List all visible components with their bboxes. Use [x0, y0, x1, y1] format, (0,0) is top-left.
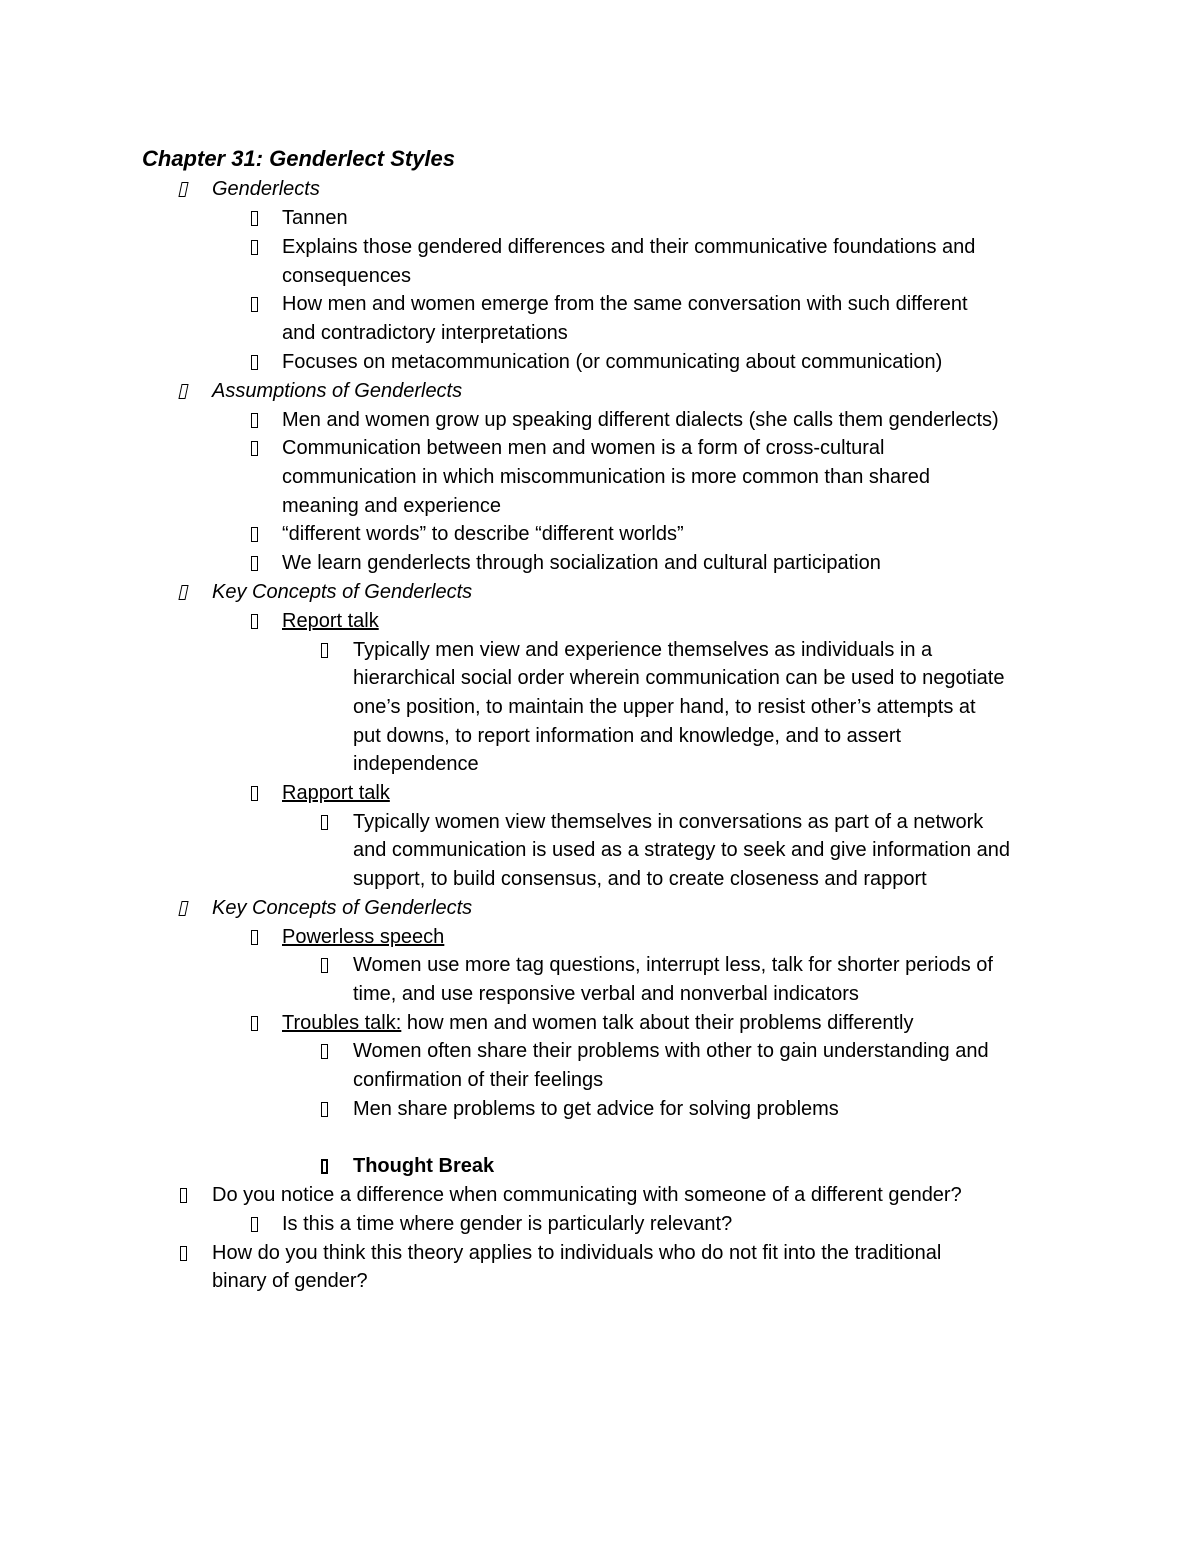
thought-break-heading: Thought Break — [353, 1155, 495, 1177]
bullet-icon — [247, 549, 261, 578]
bullet-icon — [176, 894, 190, 923]
section-heading-genderlects: Genderlects — [212, 178, 320, 200]
list-item-continuation: and contradictory interpretations — [282, 322, 568, 344]
list-item — [282, 1009, 913, 1038]
bullet-icon — [176, 175, 190, 204]
bullet-icon — [247, 406, 261, 435]
list-item: Tannen — [282, 207, 348, 229]
list-item-continuation: confirmation of their feelings — [353, 1069, 604, 1091]
list-item-continuation: independence — [353, 753, 479, 775]
question-item: How do you think this theory applies to individuals who do not fit into the traditional — [212, 1242, 942, 1264]
section-heading-key-concepts: Key Concepts of Genderlects — [212, 897, 473, 919]
page-title: Chapter 31: Genderlect Styles — [142, 146, 456, 171]
bullet-icon — [247, 204, 261, 233]
list-item-continuation: communication in which miscommunication is more common than shared — [282, 466, 931, 488]
term-troubles-talk: Troubles talk: — [282, 1012, 402, 1034]
bullet-icon — [317, 1095, 331, 1124]
term-rapport-talk: Rapport talk — [282, 782, 390, 804]
list-item: How men and women emerge from the same conversation with such different — [282, 293, 968, 315]
list-item: Typically men view and experience themselves as individuals in a — [353, 639, 933, 661]
bullet-icon — [247, 290, 261, 319]
bullet-icon — [247, 1009, 261, 1038]
list-item: Typically women view themselves in conversations as part of a network — [353, 811, 984, 833]
list-item: We learn genderlects through socialization and cultural participation — [282, 552, 881, 574]
list-item-continuation: support, to build consensus, and to create closeness and rapport — [353, 868, 927, 890]
bullet-icon — [176, 578, 190, 607]
question-item-continuation: binary of gender? — [212, 1270, 368, 1292]
list-item: Communication between men and women is a form of cross-cultural — [282, 437, 885, 459]
section-heading-assumptions: Assumptions of Genderlects — [212, 380, 463, 402]
term-report-talk: Report talk — [282, 610, 379, 632]
bullet-icon — [176, 1239, 190, 1268]
list-item: Women often share their problems with other to gain understanding and — [353, 1040, 989, 1062]
section-heading-key-concepts: Key Concepts of Genderlects — [212, 581, 473, 603]
list-item-continuation: meaning and experience — [282, 495, 502, 517]
list-item: Men and women grow up speaking different dialects (she calls them genderlects) — [282, 409, 999, 431]
bullet-icon — [247, 434, 261, 463]
bullet-icon — [317, 1152, 331, 1181]
bullet-icon — [247, 1210, 261, 1239]
list-item-continuation: and communication is used as a strategy to seek and give information and — [353, 839, 1011, 861]
list-item-continuation: consequences — [282, 265, 411, 287]
bullet-icon — [247, 779, 261, 808]
bullet-icon — [317, 951, 331, 980]
troubles-talk-definition: how men and women talk about their problems differently — [401, 1012, 914, 1034]
bullet-icon — [247, 520, 261, 549]
list-item: Men share problems to get advice for solving problems — [353, 1098, 839, 1120]
bullet-icon — [317, 636, 331, 665]
question-item: Do you notice a difference when communicating with someone of a different gender? — [212, 1184, 962, 1206]
list-item: Women use more tag questions, interrupt less, talk for shorter periods of — [353, 954, 993, 976]
bullet-icon — [247, 233, 261, 262]
list-item: “different words” to describe “different worlds” — [282, 523, 684, 545]
bullet-icon — [176, 377, 190, 406]
list-item: Focuses on metacommunication (or communicating about communication) — [282, 351, 943, 373]
bullet-icon — [317, 1037, 331, 1066]
list-item-continuation: hierarchical social order wherein communication can be used to negotiate — [353, 667, 1005, 689]
bullet-icon — [247, 348, 261, 377]
list-item-continuation: put downs, to report information and knowledge, and to assert — [353, 725, 902, 747]
bullet-icon — [176, 1181, 190, 1210]
list-item-continuation: time, and use responsive verbal and nonverbal indicators — [353, 983, 859, 1005]
bullet-icon — [247, 923, 261, 952]
term-powerless-speech: Powerless speech — [282, 926, 445, 948]
list-item-continuation: one’s position, to maintain the upper hand, to resist other’s attempts at — [353, 696, 976, 718]
bullet-icon — [247, 607, 261, 636]
bullet-icon — [317, 808, 331, 837]
list-item: Explains those gendered differences and their communicative foundations and — [282, 236, 976, 258]
question-item: Is this a time where gender is particularly relevant? — [282, 1213, 733, 1235]
